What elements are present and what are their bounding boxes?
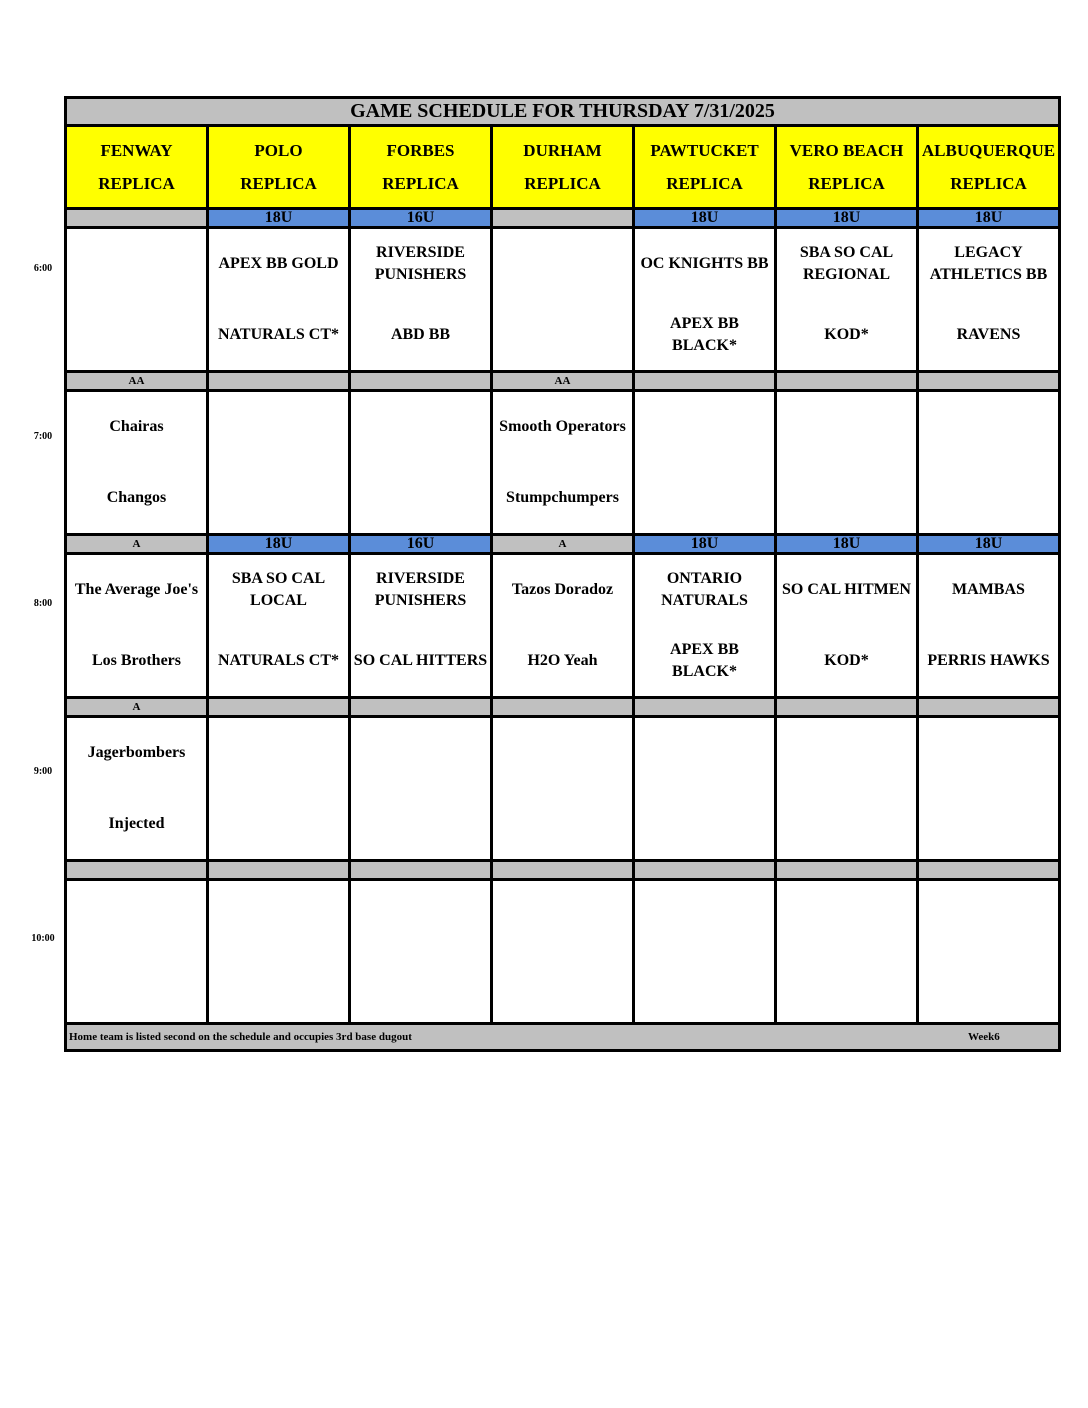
division-cell: 16U (350, 535, 492, 554)
field-header-5 (776, 126, 918, 209)
division-row (66, 861, 1060, 880)
division-cell (918, 698, 1060, 717)
game-cell (492, 554, 634, 698)
field-subtitle: REPLICA (382, 174, 459, 193)
home-team: APEX BB BLACK* (670, 640, 739, 680)
game-cell (918, 717, 1060, 861)
division-row (66, 209, 1060, 228)
field-subtitle: REPLICA (666, 174, 743, 193)
footer-cell (66, 1024, 1060, 1051)
home-team (635, 463, 774, 534)
field-subtitle: REPLICA (240, 174, 317, 193)
game-row (66, 228, 1060, 372)
home-team (209, 789, 348, 860)
home-team: ABD BB (390, 325, 451, 343)
division-cell (208, 698, 350, 717)
game-cell (634, 717, 776, 861)
time-label: 10:00 (31, 933, 55, 944)
game-cell (492, 880, 634, 1024)
home-team (635, 952, 774, 1023)
away-team (635, 718, 774, 789)
away-team: ONTARIO NATURALS (661, 570, 748, 610)
home-team (209, 952, 348, 1023)
division-cell (634, 372, 776, 391)
game-cell (492, 717, 634, 861)
away-team (209, 392, 348, 463)
field-name: FORBES (386, 141, 455, 160)
home-team: PERRIS HAWKS (927, 651, 1050, 669)
division-cell: A (66, 698, 208, 717)
division-cell (492, 209, 634, 228)
division-cell: A (66, 535, 208, 554)
game-cell (350, 228, 492, 372)
home-team: NATURALS CT* (217, 651, 340, 669)
field-subtitle: REPLICA (524, 174, 601, 193)
schedule-table (64, 96, 1061, 1052)
division-cell: 18U (634, 535, 776, 554)
division-cell (208, 861, 350, 880)
home-team: KOD* (824, 651, 869, 669)
away-team: Tazos Doradoz (511, 581, 614, 599)
time-label: 9:00 (33, 765, 53, 777)
division-cell: AA (492, 372, 634, 391)
home-team (919, 952, 1058, 1023)
game-cell (492, 228, 634, 372)
time-label: 7:00 (33, 430, 53, 442)
home-team: H2O Yeah (527, 651, 598, 669)
away-team (493, 718, 632, 789)
home-team (209, 463, 348, 534)
game-cell (350, 554, 492, 698)
away-team: Smooth Operators (499, 418, 626, 436)
game-cell (66, 228, 208, 372)
game-cell (492, 391, 634, 535)
division-row (66, 535, 1060, 554)
home-team (777, 463, 916, 534)
away-team: APEX BB GOLD (218, 255, 339, 273)
field-header-row (66, 126, 1060, 209)
away-team: MAMBAS (952, 581, 1025, 599)
away-team (919, 718, 1058, 789)
field-name: DURHAM (523, 141, 602, 160)
home-team (493, 300, 632, 371)
footer-note: Home team is listed second on the schedule and occupies 3rd base dugout (69, 1031, 412, 1043)
division-cell: 18U (918, 535, 1060, 554)
game-cell (208, 391, 350, 535)
away-team (635, 392, 774, 463)
away-team: The Average Joe's (74, 581, 199, 599)
away-team: RIVERSIDE PUNISHERS (374, 244, 467, 284)
division-cell (776, 698, 918, 717)
away-team (493, 881, 632, 952)
game-cell (634, 228, 776, 372)
game-cell (208, 880, 350, 1024)
field-subtitle: REPLICA (98, 174, 175, 193)
division-cell (208, 372, 350, 391)
away-team (351, 392, 490, 463)
home-team (919, 789, 1058, 860)
away-team: SO CAL HITMEN (782, 581, 911, 599)
game-cell (776, 717, 918, 861)
home-team (777, 952, 916, 1023)
field-name: ALBUQUERQUE (921, 141, 1056, 160)
division-cell: 18U (208, 535, 350, 554)
away-team: RIVERSIDE PUNISHERS (374, 570, 467, 610)
home-team (67, 300, 206, 371)
division-cell (918, 861, 1060, 880)
away-team (777, 718, 916, 789)
week-label: Week6 (968, 1031, 1000, 1043)
home-team (351, 463, 490, 534)
division-cell (350, 861, 492, 880)
home-team: Injected (108, 814, 165, 832)
away-team: SBA SO CAL REGIONAL (799, 244, 894, 284)
game-cell (350, 717, 492, 861)
away-team (351, 881, 490, 952)
home-team (493, 952, 632, 1023)
away-team: OC KNIGHTS BB (640, 255, 769, 273)
field-name: POLO (254, 141, 303, 160)
game-cell (634, 391, 776, 535)
home-team (493, 789, 632, 860)
time-label: 8:00 (33, 598, 53, 609)
field-subtitle: REPLICA (950, 174, 1027, 193)
game-cell (918, 554, 1060, 698)
field-name: FENWAY (100, 141, 173, 160)
home-team: APEX BB BLACK* (670, 314, 739, 354)
away-team: Jagerbombers (87, 744, 186, 762)
home-team: KOD* (824, 325, 869, 343)
away-team (209, 881, 348, 952)
division-cell (350, 372, 492, 391)
away-team (777, 881, 916, 952)
away-team (919, 881, 1058, 952)
division-cell: A (492, 535, 634, 554)
division-cell (66, 861, 208, 880)
away-team (919, 392, 1058, 463)
game-cell (208, 228, 350, 372)
game-row (66, 554, 1060, 698)
field-name: PAWTUCKET (650, 141, 759, 160)
home-team: Los Brothers (91, 651, 182, 669)
home-team: Stumpchumpers (506, 488, 619, 506)
game-row (66, 717, 1060, 861)
division-cell (492, 698, 634, 717)
game-cell (918, 228, 1060, 372)
division-cell: 18U (634, 209, 776, 228)
home-team: Changos (106, 488, 167, 506)
schedule-title: GAME SCHEDULE FOR THURSDAY 7/31/2025 (66, 98, 1060, 126)
home-team (777, 789, 916, 860)
division-cell (492, 861, 634, 880)
field-header-0 (66, 126, 208, 209)
home-team: NATURALS CT* (217, 325, 340, 343)
field-name: VERO BEACH (789, 141, 904, 160)
division-row (66, 372, 1060, 391)
division-row (66, 698, 1060, 717)
field-header-4 (634, 126, 776, 209)
title-row (66, 98, 1060, 126)
division-cell (634, 861, 776, 880)
away-team: Chairas (109, 418, 164, 436)
field-subtitle: REPLICA (808, 174, 885, 193)
game-cell (208, 717, 350, 861)
division-cell: 18U (918, 209, 1060, 228)
home-team (67, 952, 206, 1023)
division-cell (776, 861, 918, 880)
game-cell (66, 717, 208, 861)
field-header-1 (208, 126, 350, 209)
game-cell (350, 391, 492, 535)
game-cell (208, 554, 350, 698)
game-cell (66, 554, 208, 698)
division-cell (918, 372, 1060, 391)
game-cell (634, 880, 776, 1024)
game-cell (634, 554, 776, 698)
game-cell (776, 391, 918, 535)
footer-row (66, 1024, 1060, 1051)
away-team (67, 881, 206, 952)
division-cell: AA (66, 372, 208, 391)
division-cell (776, 372, 918, 391)
field-header-6 (918, 126, 1060, 209)
away-team (67, 229, 206, 300)
game-cell (776, 554, 918, 698)
game-cell (918, 391, 1060, 535)
game-cell (350, 880, 492, 1024)
away-team (635, 881, 774, 952)
game-row (66, 391, 1060, 535)
field-header-2 (350, 126, 492, 209)
game-cell (776, 880, 918, 1024)
away-team: SBA SO CAL LOCAL (231, 570, 326, 610)
home-team (635, 789, 774, 860)
division-cell (350, 698, 492, 717)
division-cell (634, 698, 776, 717)
home-team (919, 463, 1058, 534)
away-team (209, 718, 348, 789)
game-cell (66, 391, 208, 535)
away-team (351, 718, 490, 789)
home-team: RAVENS (956, 325, 1021, 343)
away-team: LEGACY ATHLETICS BB (929, 244, 1048, 284)
away-team (493, 229, 632, 300)
division-cell: 18U (208, 209, 350, 228)
time-label: 6:00 (33, 263, 53, 274)
division-cell (66, 209, 208, 228)
game-cell (776, 228, 918, 372)
division-cell: 16U (350, 209, 492, 228)
division-cell: 18U (776, 535, 918, 554)
away-team (777, 392, 916, 463)
game-cell (66, 880, 208, 1024)
division-cell: 18U (776, 209, 918, 228)
home-team (351, 789, 490, 860)
home-team: SO CAL HITTERS (353, 651, 488, 669)
home-team (351, 952, 490, 1023)
game-cell (918, 880, 1060, 1024)
field-header-3 (492, 126, 634, 209)
game-row (66, 880, 1060, 1024)
